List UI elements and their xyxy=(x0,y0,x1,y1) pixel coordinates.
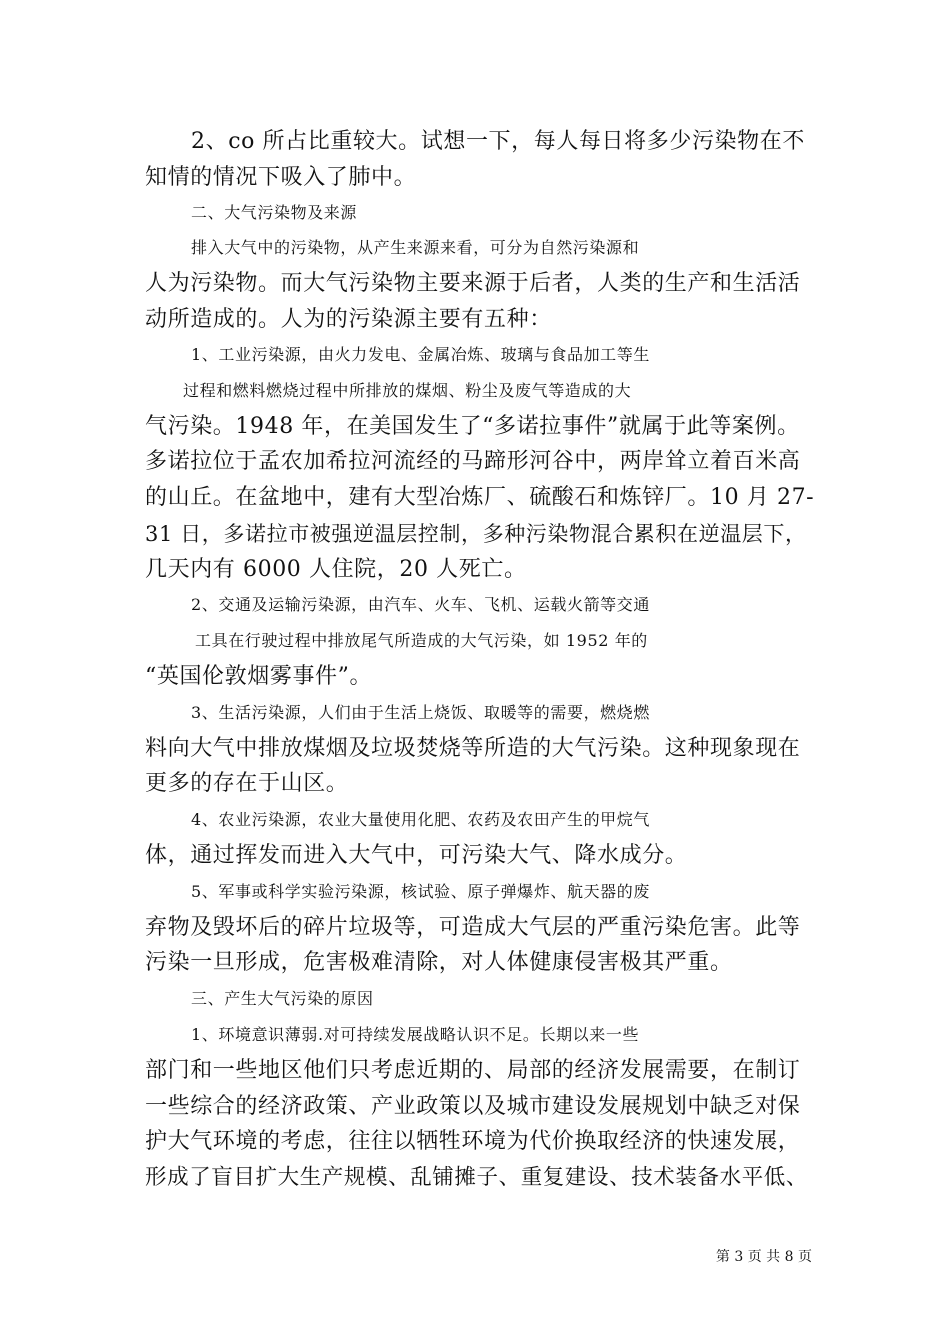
text-line: 形成了盲目扩大生产规模、乱铺摊子、重复建设、技术装备水平低、 xyxy=(145,1165,809,1190)
text-line: 动所造成的。人为的污染源主要有五种： xyxy=(145,307,552,332)
text-line: 料向大气中排放煤烟及垃圾焚烧等所造的大气污染。这种现象现在 xyxy=(145,736,801,761)
text-line: 护大气环境的考虑，往往以牺牲环境为代价换取经济的快速发展， xyxy=(145,1129,801,1154)
text-line: 2、交通及运输污染源，由汽车、火车、飞机、运载火箭等交通 xyxy=(191,595,650,614)
text-line: 气污染。1948 年，在美国发生了“多诺拉事件”就属于此等案例。 xyxy=(145,414,800,439)
page-footer: 第 3 页 共 8 页 xyxy=(715,1249,812,1265)
text-line: 部门和一些地区他们只考虑近期的、局部的经济发展需要，在制订 xyxy=(145,1058,801,1083)
text-line: 弃物及毁坏后的碎片垃圾等，可造成大气层的严重污染危害。此等 xyxy=(145,915,801,940)
text-line: 1、环境意识薄弱.对可持续发展战略认识不足。长期以来一些 xyxy=(191,1025,640,1044)
section-heading: 二、大气污染物及来源 xyxy=(191,203,358,222)
text-line: 人为污染物。而大气污染物主要来源于后者，人类的生产和生活活 xyxy=(145,271,801,296)
text-line: 排入大气中的污染物，从产生来源来看，可分为自然污染源和 xyxy=(191,238,640,257)
text-line: 污染一旦形成，危害极难清除，对人体健康侵害极其严重。 xyxy=(145,950,733,975)
text-line: 3、生活污染源，人们由于生活上烧饭、取暖等的需要，燃烧燃 xyxy=(191,703,650,722)
text-line: 4、农业污染源，农业大量使用化肥、农药及农田产生的甲烷气 xyxy=(191,810,650,829)
text-line: 31 日，多诺拉市被强逆温层控制，多种污染物混合累积在逆温层下， xyxy=(145,522,807,546)
text-line: 知情的情况下吸入了肺中。 xyxy=(145,165,417,190)
text-line: 的山丘。在盆地中，建有大型冶炼厂、硫酸石和炼锌厂。10 月 27- xyxy=(145,485,815,510)
text-line: 多诺拉位于孟农加希拉河流经的马蹄形河谷中，两岸耸立着百米高 xyxy=(145,449,801,474)
text-line: “英国伦敦烟雾事件”。 xyxy=(145,664,373,689)
text-line: 体，通过挥发而进入大气中，可污染大气、降水成分。 xyxy=(145,843,688,868)
text-line: 5、军事或科学实验污染源，核试验、原子弹爆炸、航天器的废 xyxy=(191,882,650,901)
text-line: 过程和燃料燃烧过程中所排放的煤烟、粉尘及废气等造成的大 xyxy=(183,381,632,400)
text-line: 2、co 所占比重较大。试想一下，每人每日将多少污染物在不 xyxy=(191,129,805,154)
text-line: 一些综合的经济政策、产业政策以及城市建设发展规划中缺乏对保 xyxy=(145,1094,801,1119)
text-line: 工具在行驶过程中排放尾气所造成的大气污染，如 1952 年的 xyxy=(195,631,648,650)
text-line: 更多的存在于山区。 xyxy=(145,771,349,796)
text-line: 几天内有 6000 人住院，20 人死亡。 xyxy=(145,557,527,582)
text-line: 1、工业污染源，由火力发电、金属冶炼、玻璃与食品加工等生 xyxy=(191,345,650,364)
section-heading: 三、产生大气污染的原因 xyxy=(191,989,374,1008)
